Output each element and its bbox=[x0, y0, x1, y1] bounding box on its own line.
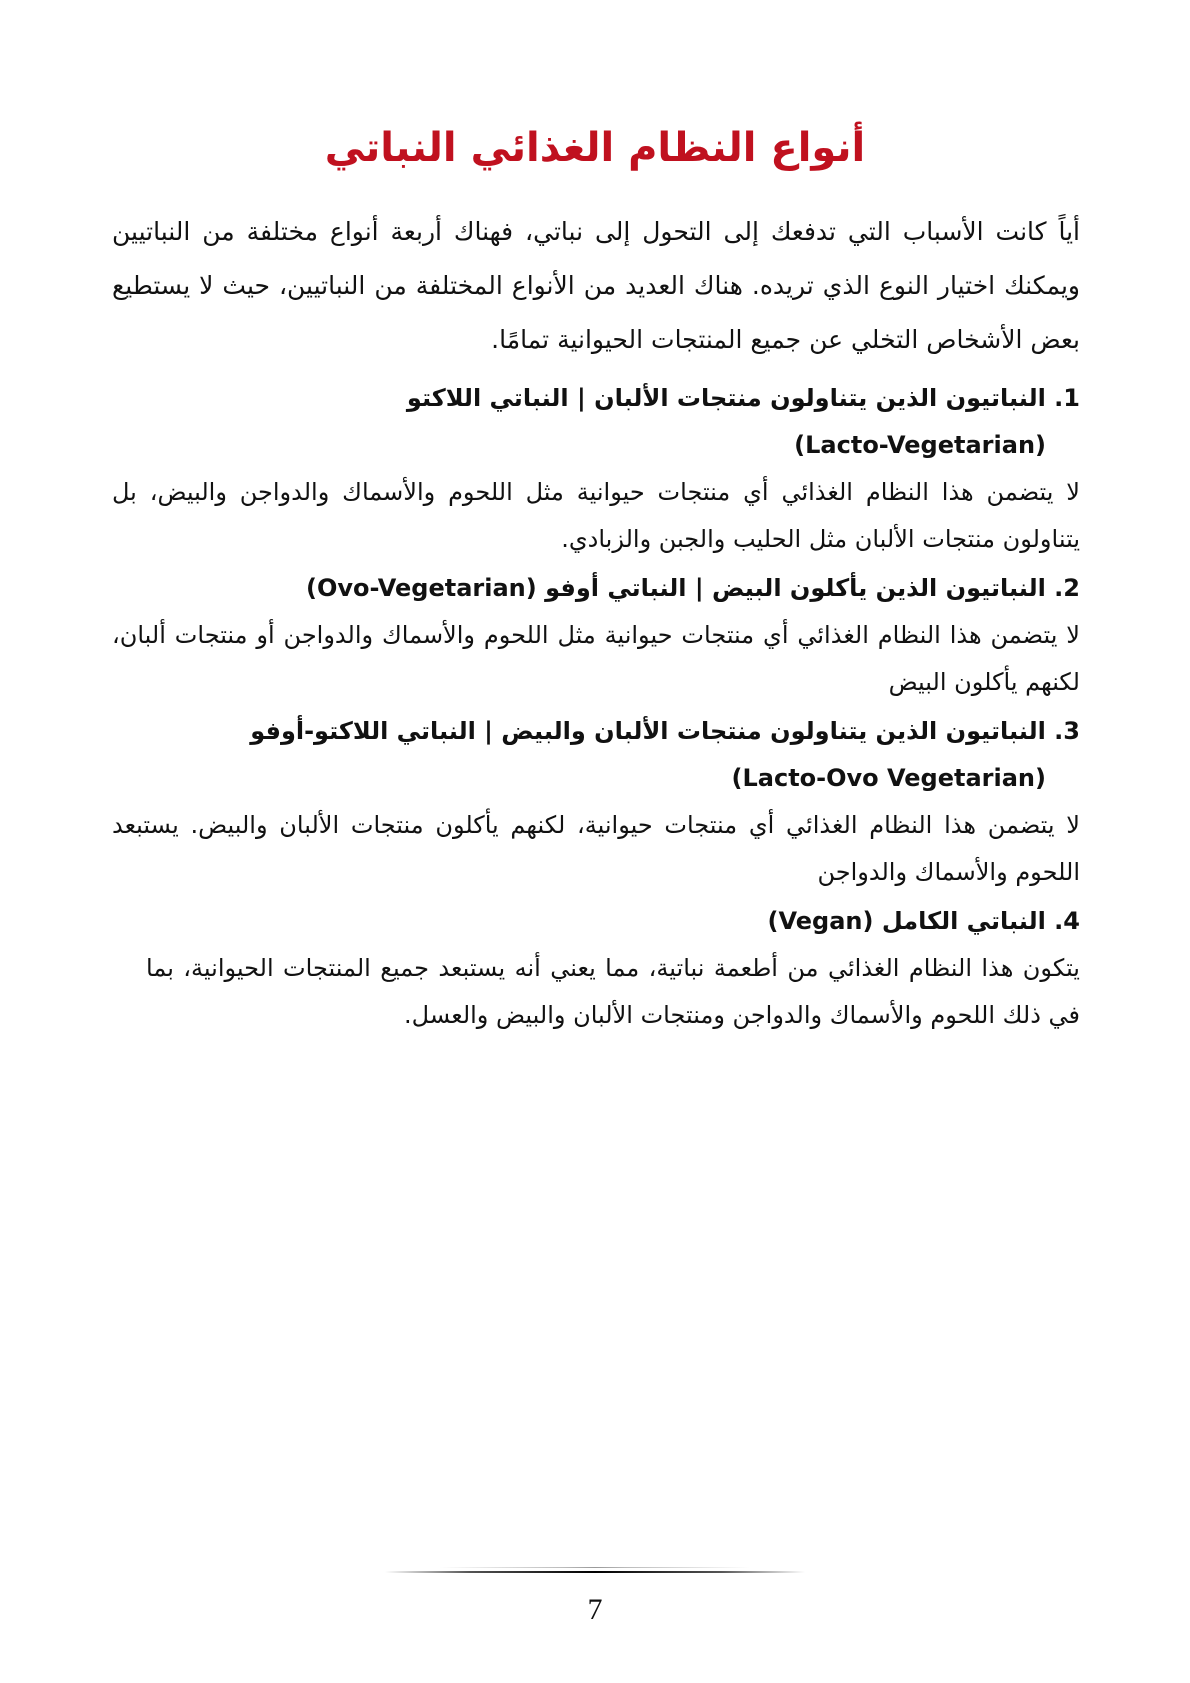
section-english-name: (Lacto-Ovo Vegetarian) bbox=[731, 764, 1046, 792]
section-vegan bbox=[112, 898, 1080, 1039]
page-title: أنواع النظام الغذائي النباتي bbox=[324, 125, 866, 171]
section-heading-text: النباتيون الذين يتناولون منتجات الألبان والبيض | النباتي اللاكتو-أوفو bbox=[250, 717, 1046, 745]
section-english-name: (Lacto-Vegetarian) bbox=[794, 431, 1046, 459]
section-number: 3. bbox=[1054, 717, 1080, 745]
section-body: لا يتضمن هذا النظام الغذائي أي منتجات حيوانية مثل اللحوم والأسماك والدواجن أو منتجات ألبان، لكنهم يأكلون البيض bbox=[112, 621, 1080, 696]
section-ovo-vegetarian bbox=[112, 565, 1080, 706]
section-heading bbox=[112, 375, 1080, 469]
section-number: 1. bbox=[1054, 384, 1080, 412]
footer-divider bbox=[385, 1571, 805, 1573]
section-heading bbox=[112, 565, 1080, 612]
section-english-name: (Vegan) bbox=[767, 907, 874, 935]
section-heading-text: النباتي الكامل bbox=[881, 907, 1046, 935]
section-heading bbox=[112, 898, 1080, 945]
section-number: 2. bbox=[1054, 574, 1080, 602]
footer-divider-accent bbox=[440, 1567, 750, 1568]
section-heading bbox=[112, 708, 1080, 802]
section-lacto-ovo-vegetarian bbox=[112, 708, 1080, 896]
section-heading-text: النباتيون الذين يتناولون منتجات الألبان | النباتي اللاكتو bbox=[406, 384, 1046, 412]
section-body: لا يتضمن هذا النظام الغذائي أي منتجات حيوانية، لكنهم يأكلون منتجات الألبان والبيض. يستبعد اللحوم والأسماك والدواجن bbox=[112, 811, 1080, 886]
intro-paragraph: أياً كانت الأسباب التي تدفعك إلى التحول إلى نباتي، فهناك أربعة أنواع مختلفة من النباتيين ويمكنك اختيار النوع الذي تريده. هناك العديد من الأنواع المختلفة من النباتيين، حيث لا يستطيع بعض الأشخاص التخلي عن جميع المنتجات الحيوانية تمامًا. bbox=[112, 217, 1080, 354]
section-body: يتكون هذا النظام الغذائي من أطعمة نباتية، مما يعني أنه يستبعد جميع المنتجات الحيوانية، بما في ذلك اللحوم والأسماك والدواجن ومنتجات الألبان والبيض والعسل. bbox=[146, 954, 1080, 1029]
page-number: 7 bbox=[587, 1593, 603, 1626]
section-body: لا يتضمن هذا النظام الغذائي أي منتجات حيوانية مثل اللحوم والأسماك والدواجن والبيض، بل يتناولون منتجات الألبان مثل الحليب والجبن والزبادي. bbox=[112, 478, 1080, 553]
page-content bbox=[112, 205, 1080, 1041]
section-english-name: (Ovo-Vegetarian) bbox=[306, 574, 537, 602]
section-heading-text: النباتيون الذين يأكلون البيض | النباتي أوفو bbox=[545, 574, 1046, 602]
section-lacto-vegetarian bbox=[112, 375, 1080, 563]
section-number: 4. bbox=[1054, 907, 1080, 935]
